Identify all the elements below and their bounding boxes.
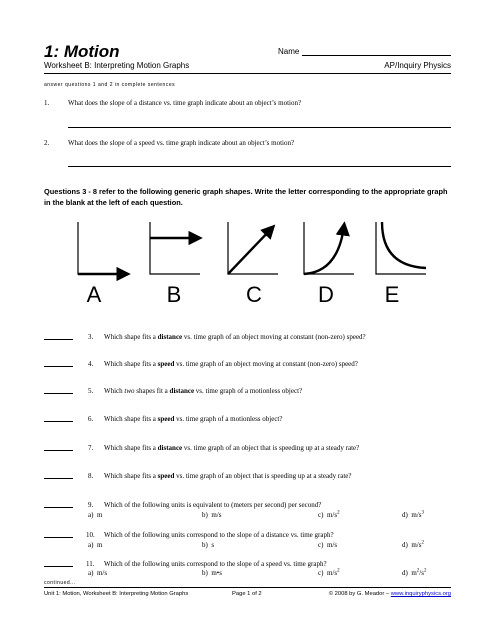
question-text: What does the slope of a speed vs. time graph indicate about an object’s motion?: [68, 139, 295, 147]
question-text: Which of the following units is equivalent to (meters per second) per second?: [104, 501, 322, 509]
answer-line-1[interactable]: [68, 127, 451, 128]
course-label: AP/Inquiry Physics: [384, 61, 451, 70]
website-link[interactable]: www.inquiryphysics.org: [390, 591, 451, 597]
answer-blank-6[interactable]: [44, 421, 73, 422]
answer-line-2[interactable]: [68, 166, 451, 167]
question-number: 11.: [86, 560, 95, 568]
answer-blank-11[interactable]: [44, 566, 73, 567]
question-number: 7.: [88, 444, 94, 452]
graph-label-d: D: [318, 282, 334, 304]
graph-shapes-figure: [70, 214, 460, 304]
answer-blank-5[interactable]: [44, 393, 73, 394]
footer-copyright: © 2008 by G. Meador – www.inquiryphysics.org: [328, 591, 451, 597]
option-a[interactable]: a) m: [88, 541, 103, 549]
question-number: 10.: [86, 531, 95, 539]
graph-b: [150, 222, 200, 274]
option-d[interactable]: d) $m/s^3$: [402, 510, 424, 519]
question-text: Which of the following units correspond to the slope of a speed vs. time graph?: [104, 560, 327, 568]
worksheet-subtitle: Worksheet B: Interpreting Motion Graphs: [44, 61, 190, 70]
answer-blank-3[interactable]: [44, 339, 73, 340]
graph-label-c: C: [246, 282, 262, 304]
question-text: What does the slope of a distance vs. time graph indicate about an object’s motion?: [68, 99, 302, 107]
graph-c: [228, 222, 278, 274]
instructions-text: answer questions 1 and 2 in complete sentences: [44, 82, 176, 88]
graph-a: [78, 222, 128, 274]
question-text: Which shape fits a speed vs. time graph of an object moving at constant (non-zero) speed?: [104, 360, 358, 368]
question-number: 4.: [88, 360, 94, 368]
graph-label-e: E: [384, 282, 400, 304]
answer-blank-8[interactable]: [44, 478, 73, 479]
question-number: 8.: [88, 472, 94, 480]
answer-blank-9[interactable]: [44, 507, 73, 508]
option-a[interactable]: a) m: [88, 511, 103, 519]
graph-e: [376, 222, 426, 274]
graph-label-b: B: [166, 282, 182, 304]
question-text: Which shape fits a speed vs. time graph of an object that is speeding up at a steady rate?: [104, 472, 352, 480]
footer-divider: [44, 587, 451, 588]
question-number: 9.: [88, 501, 94, 509]
option-a[interactable]: a) m/s: [88, 569, 108, 577]
header-divider: [44, 73, 451, 74]
question-text: Which shape fits a speed vs. time graph of a motionless object?: [104, 415, 283, 423]
graph-d: [304, 222, 354, 274]
graph-label-a: A: [86, 282, 102, 304]
question-text: Which two shapes fit a distance vs. time graph of a motionless object?: [104, 387, 303, 395]
answer-blank-10[interactable]: [44, 537, 73, 538]
graph-instructions: Questions 3 - 8 refer to the following generic graph shapes. Write the letter corresponding to the appropriate graph in the blank at the left of each question.: [44, 187, 448, 207]
option-b[interactable]: b) s: [202, 541, 215, 549]
footer-unit: Unit 1: Motion, Worksheet B: Interpreting Motion Graphs: [44, 591, 189, 597]
page-title: 1: Motion: [44, 42, 120, 61]
option-d[interactable]: d) $m^2/s^2$: [402, 568, 427, 577]
question-number: 6.: [88, 415, 94, 423]
answer-blank-7[interactable]: [44, 450, 73, 451]
option-c[interactable]: c) $m/s^2$: [318, 568, 340, 577]
question-number: 2.: [44, 139, 50, 147]
question-number: 5.: [88, 387, 94, 395]
option-d[interactable]: d) $m/s^2$: [402, 540, 424, 549]
footer-page-number: Page 1 of 2: [232, 591, 262, 597]
question-text: Which shape fits a distance vs. time graph of an object moving at constant (non-zero) speed?: [104, 333, 366, 341]
name-label: Name: [278, 47, 300, 56]
name-field-line[interactable]: [302, 55, 451, 56]
option-b[interactable]: b) m/s: [202, 511, 222, 519]
option-c[interactable]: c) m/s: [318, 541, 338, 549]
question-text: Which of the following units correspond to the slope of a distance vs. time graph?: [104, 531, 334, 539]
question-number: 3.: [88, 333, 94, 341]
option-b[interactable]: b) m•s: [202, 569, 222, 577]
option-c[interactable]: c) $m/s^2$: [318, 510, 340, 519]
question-text: Which shape fits a distance vs. time graph of an object that is speeding up at a steady rate?: [104, 444, 360, 452]
answer-blank-4[interactable]: [44, 366, 73, 367]
continued-note: continued...: [44, 580, 76, 586]
question-number: 1.: [44, 99, 50, 107]
